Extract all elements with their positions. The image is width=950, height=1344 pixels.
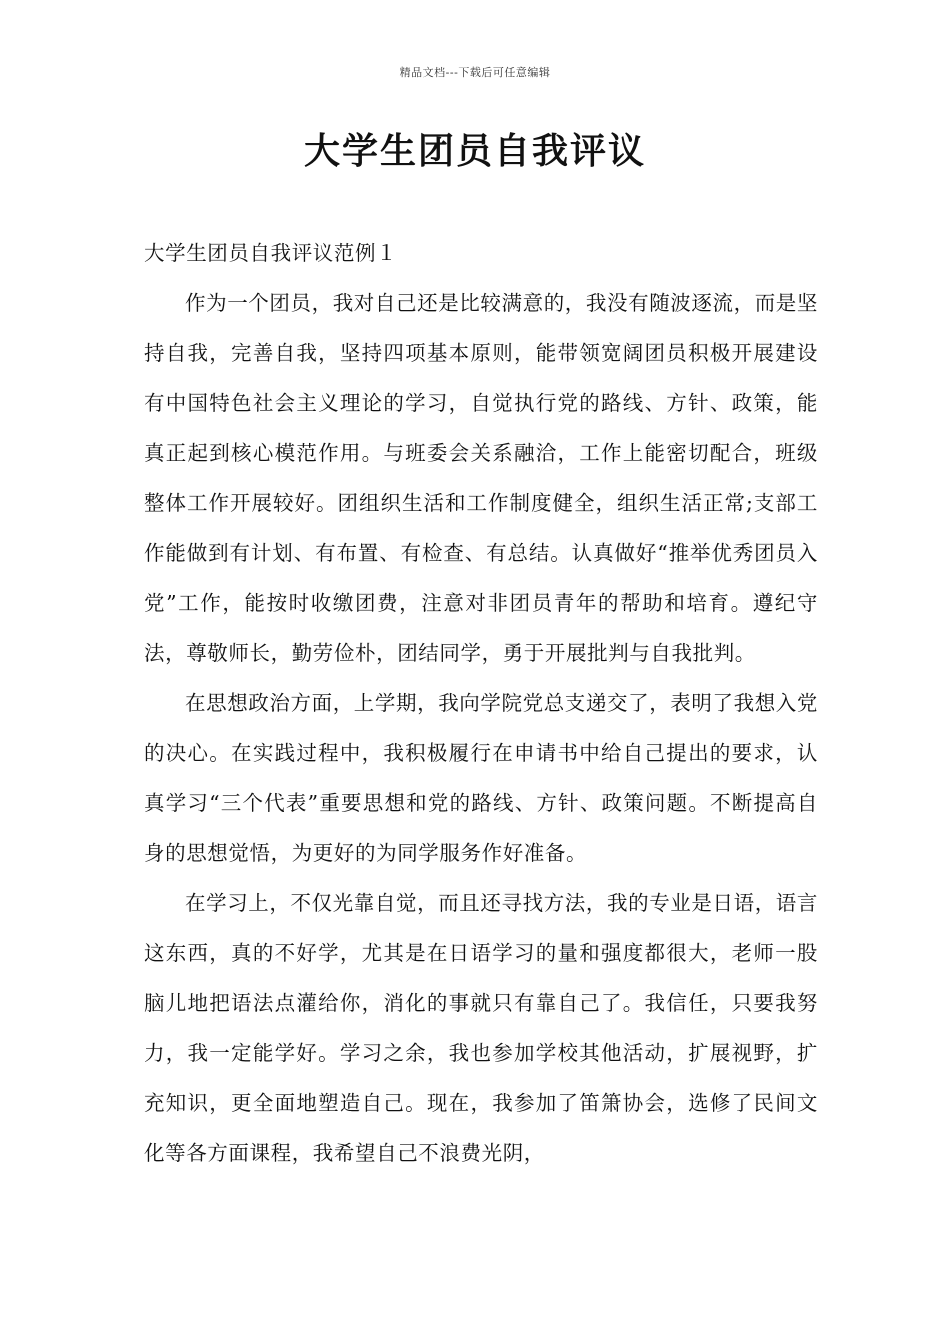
section-subheading: 大学生团员自我评议范例１ (144, 241, 398, 265)
paragraph-2: 在思想政治方面，上学期，我向学院党总支递交了，表明了我想入党的决心。在实践过程中，我积极履行在申请书中给自己提出的要求，认真学习“三个代表”重要思想和党的路线、方针、政策问题。不断提高自身的思想觉悟，为更好的为同学服务作好准备。 (144, 691, 818, 865)
paragraph-3: 在学习上，不仅光靠自觉，而且还寻找方法，我的专业是日语，语言这东西，真的不好学，尤其是在日语学习的量和强度都很大，老师一股脑儿地把语法点灌给你，消化的事就只有靠自己了。我信任，只要我努力，我一定能学好。学习之余，我也参加学校其他活动，扩展视野，扩充知识，更全面地塑造自己。现在，我参加了笛箫协会，选修了民间文化等各方面课程，我希望自己不浪费光阴， (144, 891, 818, 1165)
document-title: 大学生团员自我评议 (303, 131, 646, 172)
header-note: 精品文档---下载后可任意编辑 (399, 66, 551, 79)
paragraph-1: 作为一个团员，我对自己还是比较满意的，我没有随波逐流，而是坚持自我，完善自我，坚持四项基本原则，能带领宽阔团员积极开展建设有中国特色社会主义理论的学习，自觉执行党的路线、方针、政策，能真正起到核心模范作用。与班委会关系融洽，工作上能密切配合，班级整体工作开展较好。团组织生活和工作制度健全，组织生活正常;支部工作能做到有计划、有布置、有检查、有总结。认真做好“推举优秀团员入党”工作，能按时收缴团费，注意对非团员青年的帮助和培育。遵纪守法，尊敬师长，勤劳俭朴，团结同学，勇于开展批判与自我批判。 (144, 291, 818, 665)
document-body (144, 228, 818, 1178)
